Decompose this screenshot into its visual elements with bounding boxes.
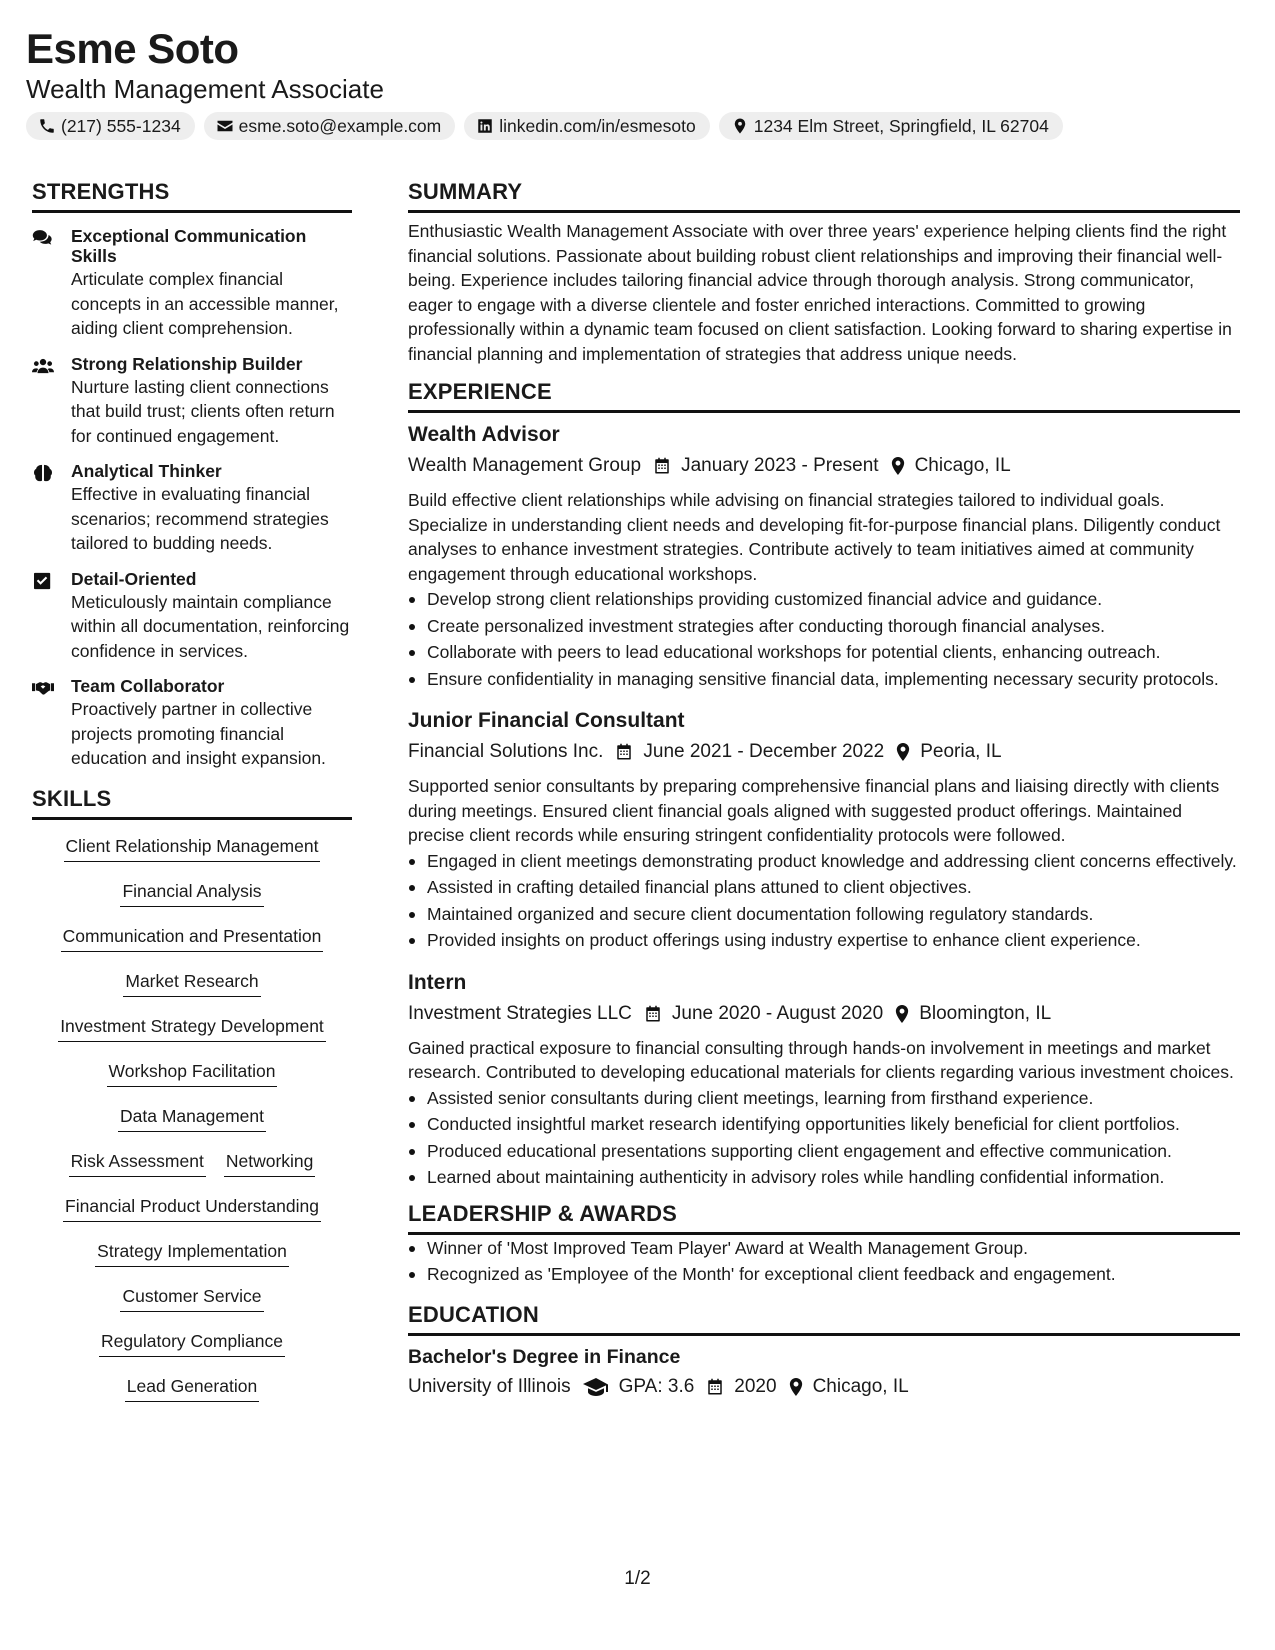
strength-title: Strong Relationship Builder bbox=[71, 353, 303, 374]
job-meta bbox=[408, 738, 1240, 766]
job-bullets bbox=[408, 849, 1240, 953]
education-heading: EDUCATION bbox=[408, 1301, 1240, 1336]
email-text: esme.soto@example.com bbox=[238, 115, 442, 136]
skill-tag: Strategy Implementation bbox=[95, 1239, 289, 1267]
calendar-icon bbox=[644, 1005, 662, 1023]
bullet-item: Collaborate with peers to lead educational workshops for potential clients, enhancing outreach. bbox=[408, 640, 1240, 665]
bullet-item: Assisted senior consultants during client meetings, learning from firsthand experience. bbox=[408, 1086, 1240, 1111]
strength-title: Team Collaborator bbox=[71, 676, 225, 696]
bullet-item: Create personalized investment strategies after conducting thorough financial analyses. bbox=[408, 614, 1240, 639]
job-location: Chicago, IL bbox=[914, 455, 1011, 476]
bullet-item: Produced educational presentations supporting client engagement and effective communication. bbox=[408, 1139, 1240, 1164]
skill-tag: Financial Analysis bbox=[120, 879, 263, 907]
bullet-item: Ensure confidentiality in managing sensitive financial data, implementing necessary security protocols. bbox=[408, 667, 1240, 692]
left-column bbox=[32, 178, 352, 1419]
bullet-item: Assisted in crafting detailed financial plans attuned to client objectives. bbox=[408, 875, 1240, 900]
skill-tag: Lead Generation bbox=[125, 1374, 259, 1402]
award-item: Winner of 'Most Improved Team Player' Award at Wealth Management Group. bbox=[408, 1236, 1240, 1261]
job-company: Financial Solutions Inc. bbox=[408, 741, 604, 762]
education-meta bbox=[408, 1373, 1240, 1401]
strength-desc: Effective in evaluating financial scenarios; recommend strategies tailored to budding needs. bbox=[71, 484, 329, 553]
address-text: 1234 Elm Street, Springfield, IL 62704 bbox=[753, 115, 1049, 136]
strength-title: Analytical Thinker bbox=[71, 461, 222, 481]
linkedin-text: linkedin.com/in/esmesoto bbox=[499, 115, 696, 136]
contact-bar bbox=[26, 112, 1246, 140]
strength-desc: Proactively partner in collective projects promoting financial education and insight expansion. bbox=[71, 699, 326, 768]
skill-tag: Workshop Facilitation bbox=[107, 1059, 278, 1087]
bullet-item: Provided insights on product offerings using industry expertise to enhance client experience. bbox=[408, 928, 1240, 953]
job-bullets bbox=[408, 587, 1240, 691]
map-marker-icon bbox=[895, 1005, 909, 1023]
strength-item bbox=[32, 676, 352, 771]
skill-tag: Client Relationship Management bbox=[64, 834, 321, 862]
skills-list bbox=[32, 834, 352, 1419]
skill-tag: Networking bbox=[224, 1149, 316, 1177]
job-title: Wealth Advisor bbox=[408, 423, 560, 446]
job-description: Gained practical exposure to financial consulting through hands-on involvement in meetings and market research. Contributed to developing educational materials for clients regarding various investment choices. bbox=[408, 1037, 1234, 1082]
strength-item bbox=[32, 461, 352, 556]
bullet-item: Conducted insightful market research identifying opportunities likely beneficial for client portfolios. bbox=[408, 1112, 1240, 1137]
award-item: Recognized as 'Employee of the Month' for exceptional client feedback and engagement. bbox=[408, 1262, 1240, 1287]
job-description: Build effective client relationships while advising on financial strategies tailored to individual goals. Specialize in understanding client needs and developing fit-for-purpose financial plans. Diligently conduct analyses to enhance investment strategies. Contribute actively to team initiatives aimed at community engagement through educational workshops. bbox=[408, 490, 1221, 584]
job-dates: June 2020 - August 2020 bbox=[671, 1002, 884, 1024]
school-location: Chicago, IL bbox=[812, 1375, 909, 1397]
job-entry bbox=[408, 421, 1240, 691]
job-title: Junior Financial Consultant bbox=[408, 709, 685, 732]
users-icon bbox=[32, 357, 54, 375]
job-meta bbox=[408, 1000, 1240, 1028]
contact-linkedin[interactable] bbox=[464, 112, 709, 140]
resume-header bbox=[26, 24, 1246, 140]
bullet-item: Develop strong client relationships providing customized financial advice and guidance. bbox=[408, 587, 1240, 612]
bullet-item: Maintained organized and secure client documentation following regulatory standards. bbox=[408, 902, 1240, 927]
job-entry bbox=[408, 707, 1240, 953]
checkbox-icon bbox=[32, 572, 54, 590]
candidate-title: Wealth Management Associate bbox=[26, 74, 384, 104]
strength-item bbox=[32, 226, 352, 341]
job-title: Intern bbox=[408, 970, 467, 994]
calendar-icon bbox=[615, 743, 633, 761]
job-entry bbox=[408, 969, 1240, 1190]
strengths-heading: STRENGTHS bbox=[32, 178, 352, 213]
page-number: 1/2 bbox=[624, 1568, 651, 1589]
comments-icon bbox=[32, 229, 54, 247]
calendar-icon bbox=[653, 457, 671, 475]
handshake-icon bbox=[32, 679, 54, 697]
experience-heading: EXPERIENCE bbox=[408, 378, 1240, 413]
job-company: Investment Strategies LLC bbox=[408, 1002, 632, 1024]
degree-title: Bachelor's Degree in Finance bbox=[408, 1345, 681, 1368]
skill-tag: Investment Strategy Development bbox=[58, 1014, 326, 1042]
strengths-list bbox=[32, 226, 352, 771]
job-location: Bloomington, IL bbox=[919, 1002, 1052, 1024]
calendar-icon bbox=[706, 1378, 724, 1396]
skill-tag: Financial Product Understanding bbox=[63, 1194, 321, 1222]
right-column bbox=[408, 178, 1240, 1401]
graduation-year: 2020 bbox=[734, 1375, 777, 1397]
job-dates: January 2023 - Present bbox=[681, 455, 879, 476]
contact-email[interactable] bbox=[204, 112, 456, 140]
strength-item bbox=[32, 354, 352, 449]
skill-tag: Data Management bbox=[118, 1104, 266, 1132]
map-marker-icon bbox=[891, 457, 905, 475]
job-bullets bbox=[408, 1086, 1240, 1190]
skill-tag: Market Research bbox=[123, 969, 260, 997]
job-company: Wealth Management Group bbox=[408, 455, 642, 476]
bullet-item: Learned about maintaining authenticity in advisory roles while handling confidential information. bbox=[408, 1165, 1240, 1190]
skill-tag: Risk Assessment bbox=[69, 1149, 206, 1177]
skills-heading: SKILLS bbox=[32, 785, 352, 820]
school-name: University of Illinois bbox=[408, 1375, 571, 1397]
strength-desc: Meticulously maintain compliance within all documentation, reinforcing confidence in services. bbox=[71, 591, 350, 661]
strength-desc: Nurture lasting client connections that build trust; clients often return for continued engagement. bbox=[71, 376, 335, 446]
skill-tag: Regulatory Compliance bbox=[99, 1329, 285, 1357]
map-marker-icon bbox=[896, 743, 910, 761]
map-marker-icon bbox=[789, 1378, 803, 1396]
contact-address bbox=[719, 112, 1063, 140]
linkedin-icon bbox=[476, 117, 494, 135]
map-marker-icon bbox=[731, 117, 749, 135]
phone-icon bbox=[38, 117, 56, 135]
skill-tag: Communication and Presentation bbox=[61, 924, 324, 952]
summary-text: Enthusiastic Wealth Management Associate with over three years' experience helping clients find the right financial solutions. Passionate about building robust client relationships and improving their financial well-being. Experience includes tailoring financial advice through thorough analysis. Strong communicator, eager to engage with a diverse clientele and foster enriched interactions. Committed to growing professionally within a dynamic team focused on client satisfaction. Looking forward to sharing expertise in financial planning and implementation of strategies that address unique needs. bbox=[408, 221, 1232, 364]
job-location: Peoria, IL bbox=[920, 741, 1002, 762]
strength-item bbox=[32, 569, 352, 664]
strength-title: Exceptional Communication Skills bbox=[71, 226, 307, 266]
job-meta bbox=[408, 452, 1240, 480]
contact-phone[interactable] bbox=[26, 112, 195, 140]
bullet-item: Engaged in client meetings demonstrating product knowledge and addressing client concerns effectively. bbox=[408, 849, 1240, 874]
leadership-heading: LEADERSHIP & AWARDS bbox=[408, 1200, 1240, 1235]
leadership-list bbox=[408, 1236, 1240, 1287]
job-description: Supported senior consultants by preparing comprehensive financial plans and liaising directly with clients during meetings. Ensured client financial goals aligned with suggested product offerings. Maintained precise client records while ensuring stringent confidentiality protocols were followed. bbox=[408, 776, 1220, 845]
gpa-text: GPA: 3.6 bbox=[618, 1375, 695, 1397]
strength-title: Detail-Oriented bbox=[71, 568, 197, 589]
skill-tag: Customer Service bbox=[120, 1284, 263, 1312]
phone-text: (217) 555-1234 bbox=[61, 115, 181, 136]
strength-desc: Articulate complex financial concepts in an accessible manner, aiding client comprehension. bbox=[71, 269, 339, 338]
job-dates: June 2021 - December 2022 bbox=[643, 741, 885, 762]
brain-icon bbox=[32, 464, 54, 482]
summary-heading: SUMMARY bbox=[408, 178, 1240, 213]
graduation-cap-icon bbox=[583, 1377, 609, 1397]
candidate-name: Esme Soto bbox=[26, 25, 239, 72]
envelope-icon bbox=[216, 117, 234, 135]
